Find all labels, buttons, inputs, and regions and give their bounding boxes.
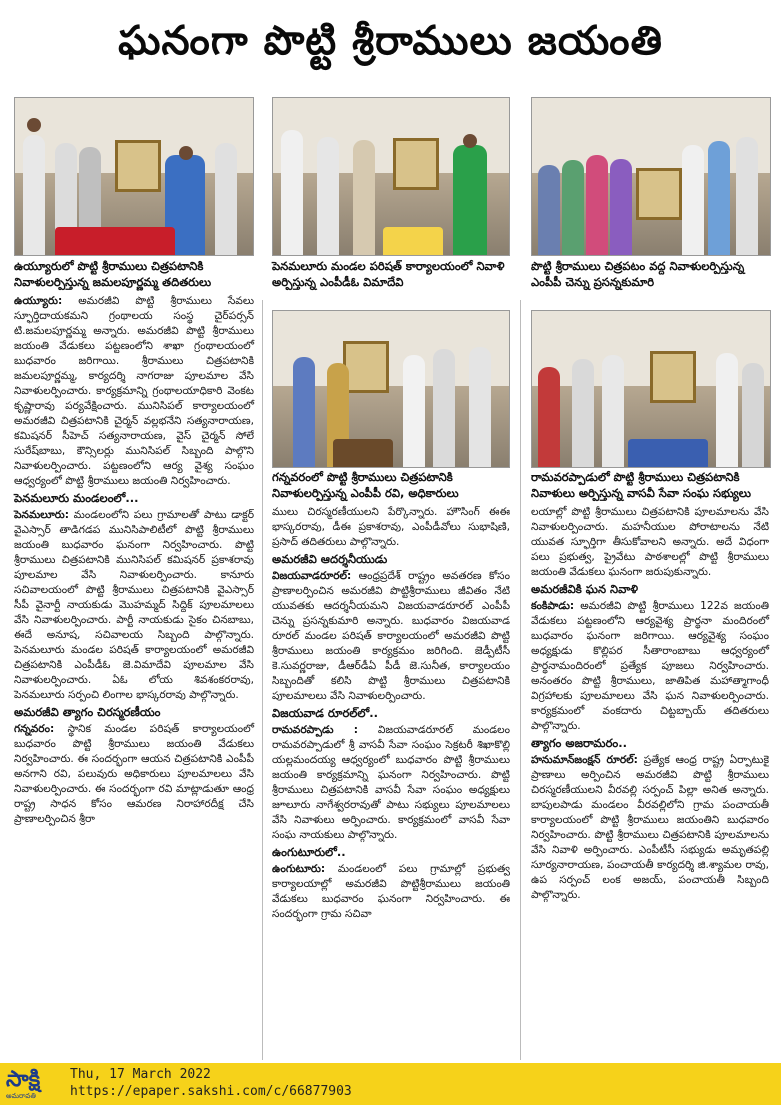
photo-penamaluru [272, 97, 510, 256]
caption-uyyuru: ఉయ్యూరులో పొట్టి శ్రీరాములు చిత్రపటానికి నివాళులర్పిస్తున్న జమలపూర్ణమ్మ తదితరులు [14, 259, 212, 289]
subheading: విజయవాడ రూరల్‌లో.. [272, 706, 378, 720]
subheading: ఉంగుటూరులో.. [272, 845, 346, 859]
dateline: ఉంగుటూరు: [272, 863, 326, 875]
paragraph: గన్నవరం: స్థానిక మండల పరిషత్ కార్యాలయంలో బుధవారం పొట్టి శ్రీరాములు జయంతి వేడుకలు నిర్వహించారు. ఈ సందర్భంగా ఆయన చిత్రపటానికి ఎంపీపీ అనగాని రవి, పలువురు అధికారులు పూలమాలలు వేసి నివాళులర్పించారు. ఈ సందర్భంగా రవి మాట్లాడుతూ ఆంధ్ర రాష్ట్ర సాధన కోసం ఆమరణ నిరాహారదీక్ష చేసి ప్రాణాలర్పించిన శ్రీరా [14, 723, 254, 825]
dateline: ఉయ్యూరు: [14, 295, 63, 307]
dateline: రామవరప్పాడు : [272, 724, 358, 736]
edition-date: Thu, 17 March 2022 [70, 1067, 211, 1082]
dateline: హనుమాన్‌జంక్షన్ రూరల్: [531, 754, 638, 766]
dateline: గన్నవరం: [14, 723, 55, 735]
article-column-3 [531, 505, 769, 903]
paragraph: ఉంగుటూరు: మండలంలో పలు గ్రామాల్లో ప్రభుత్వ కార్యాలయాల్లో అమరజీవి పొట్టిశ్రీరాములు జయంతి వేడుకలు బుధవారం ఘనంగా నిర్వహించారు. ఈ సందర్భంగా గ్రామ సచివా [272, 863, 510, 920]
caption-vijayawada-rural: పొట్టి శ్రీరాములు చిత్రపటం వద్ద నివాళులర్పిస్తున్న ఎంపీపీ చెన్ను ప్రసన్నకుమారి [531, 259, 745, 289]
caption-ramavarappadu: రామవరప్పాడులో పొట్టి శ్రీరాములు చిత్రపటానికి నివాళులు అర్పిస్తున్న వాసవీ సేవా సంఘ సభ్యులు [531, 470, 751, 500]
paragraph: పెనమలూరు: మండలంలోని పలు గ్రామాలతో పాటు డాక్టర్ వైఎస్సార్ తాడిగడప మునిసిపాలిటీలో పొట్టి శ్రీరాములు జయంతి బుధవారం ఘనంగా నిర్వహించారు. పొట్టి శ్రీరాములు చిత్రపటానికి మునిసిపల్ కమిషనర్ ప్రకాశరావు పూలమాల వేసి నివాళులర్పించారు. కానూరు సచివాలయంలో పొట్టి శ్రీరాములు చిత్రపటానికి వైఎస్సార్ సీపీ వైనార్టీ నాయకుడు మొహమ్మద్ సిద్దిక్ పూలమాలలు వేసి నివాళులర్పించారు. పార్టీ నాయకుడు సైకం చినబాబు, ఈదే అనూష, సచివాలయ సిబ్బంది పాల్గొన్నారు. పెనమలూరు మండల పరిషత్ కార్యాలయంలో అమరజీవి చిత్రపటానికి ఎంపీడీఓ జె.విమాదేవి పూలమాల వేసి నివాళులర్పించారు. ఏఓ లోయ శివశంకరరావు, పెనమలూరు సర్పంచి లింగాల భాస్కరరావు పాల్గొన్నారు. [14, 509, 254, 701]
dateline: కంకిపాడు: [531, 600, 575, 612]
dateline: పెనమలూరు: [14, 509, 69, 521]
photo-gannavaram [272, 310, 510, 468]
paragraph: విజయవాడరూరల్: ఆంధ్రప్రదేశ్ రాష్ట్రం అవతరణ కోసం ప్రాణాలర్పించిన అమరజీవి పొట్టిశ్రీరాములు జీవితం నేటి యువతకు ఆదర్శనీయమని విజయవాడరూరల్ ఎంపీపీ చెన్ను ప్రసన్నకుమారి అన్నారు. బుధవారం విజయవాడ రూరల్ మండల పరిషత్ కార్యాలయంలో అమరజీవి పొట్టి శ్రీరాములు జయంతి కార్యక్రమం జరిగింది. జెడ్పీటీసీ కె.సువర్ణరాజు, డీఆర్‌డీఏ పీడీ జె.సునీత, కార్యాలయం సిబ్బందితో కలిసి పొట్టి శ్రీరాములు చిత్రపటానికి పూలమాలలు వేసి నివాళులర్పించారు. [272, 570, 510, 702]
logo-edition: అమరావతి [6, 1092, 36, 1100]
subheading: అమరజీవి త్యాగం చిరస్మరణీయం [14, 705, 161, 719]
paragraph: లయాల్లో పొట్టి శ్రీరాములు చిత్రపటానికి పూలమాలను వేసి నివాళులర్పించారు. మహనీయుల పోరాటాలను నేటి యువత స్ఫూర్తిగా తీసుకోవాలని అన్నారు. అదే విధంగా పలు ప్రభుత్వ, ప్రైవేటు పాఠశాలల్లో పొట్టి శ్రీరాములు జయంతి వేడుకలు ఘనంగా జరుపుకున్నారు. [531, 506, 769, 578]
logo-text: సాక్షి [6, 1067, 41, 1092]
caption-gannavaram: గన్నవరంలో పొట్టి శ్రీరాములు చిత్రపటానికి నివాళులర్పిస్తున్న ఎంపీపీ రవి, అధికారులు [272, 470, 459, 500]
article-column-1 [14, 294, 254, 827]
photo-ramavarappadu [531, 310, 771, 468]
caption-penamaluru: పెనమలూరు మండల పరిషత్ కార్యాలయంలో నివాళి అర్పిస్తున్న ఎంపీడీఓ విమాదేవి [272, 259, 505, 289]
paragraph: కంకిపాడు: అమరజీవి పొట్టి శ్రీరాములు 122వ జయంతి వేడుకలు పట్టణంలోని ఆర్యవైశ్య ప్రార్థనా మందిరంలో బుధవారం ఘనంగా జరిగాయి. ఆర్యవైశ్య సంఘం అధ్యక్షుడు కొల్లిపర సీతారాంబాబు ఆధ్వర్యంలో ప్రార్థనామందిరంలో ప్రత్యేక పూజలు నిర్వహించారు. అనంతరం పొట్టి శ్రీరాములు, జాతిపిత మహాత్మాగాంధీ విగ్రహాలకు పూలమాలలు వేసి ఘన నివాళులర్పించారు. కార్యక్రమంలో వంకదారు చిట్టబ్బాయ్ తదితరులు పాల్గొన్నారు. [531, 600, 769, 732]
footer-bar [0, 1063, 781, 1105]
subheading: అమరజీవికి ఘన నివాళి [531, 582, 639, 596]
paragraph: ఉయ్యూరు: అమరజీవి పొట్టి శ్రీరాములు సేవలు స్ఫూర్తిదాయకమని గ్రంథాలయ సంస్థ చైర్‌పర్సన్ టి.జమలపూర్ణమ్మ అన్నారు. అమరజీవి పొట్టి శ్రీరాములు జయంతి వేడుకలు పట్టణంలోని శాఖా గ్రంథాలయంలో బుధవారం జరిగాయి. శ్రీరాములు చిత్రపటానికి జమలపూర్ణమ్మ, కార్యదర్శి నాగరాజు పూలమాల వేసి నివాళులర్పించారు. కార్యక్రమాన్ని గ్రంథాలయాధికారి వెంకట కృష్ణారావు పర్యవేక్షించారు. మునిసిపల్ కార్యాలయంలో అమరజీవి చిత్రపటానికి చైర్మన్ వల్లభనేని సత్యనారాయణ, కమిషనర్ సీహెచ్ సత్యనారాయణ, వైస్ చైర్మన్ సోలే సురేష్‌బాబు, కౌన్సిలర్లు మునిసిపల్ సిబ్బంది పాల్గొని నివాళులర్పించారు. పట్టణంలోని ఆర్య వైశ్య సంఘం ఆధ్వర్యంలో పొట్టి శ్రీరాములు జయంతి నిర్వహించారు. [14, 295, 254, 487]
paragraph: ములు చిరస్మరణీయులని పేర్కొన్నారు. హౌసింగ్ ఈఈ భాస్కరరావు, డీఈ ప్రకాశరావు, ఎంపీడీవోలు సుభాషిణి, ప్రసాద్ తదితరులు పాల్గొన్నారు. [272, 506, 510, 548]
headline: ఘనంగా పొట్టి శ్రీరాములు జయంతి [118, 18, 663, 64]
subheading: పెనమలూరు మండలంలో... [14, 491, 139, 505]
subheading: అమరజీవి ఆదర్శనీయుడు [272, 552, 388, 566]
epaper-link[interactable]: https://epaper.sakshi.com/c/66877903 [70, 1084, 352, 1099]
photo-uyyuru [14, 97, 254, 256]
subheading: త్యాగం అజరామరం.. [531, 736, 627, 750]
dateline: విజయవాడరూరల్: [272, 570, 352, 582]
article-column-2 [272, 505, 510, 922]
paragraph: రామవరప్పాడు : విజయవాడరూరల్ మండలం రామవరప్పాడులో శ్రీ వాసవీ సేవా సంఘం సెక్రటరీ శిఖాకొల్లి యల్లమందయ్య ఆధ్వర్యంలో బుధవారం పొట్టి శ్రీరాములు జయంతి కార్యక్రమాన్ని ఘనంగా నిర్వహించారు. పొట్టి శ్రీరాములు చిత్రపటానికి వాసవీ సేవా సంఘం అధ్యక్షులు జూలూరు నాగేశ్వరరావుతో పాటు సభ్యులు పూలమాలలు వేసి నివాళులు అర్పించారు. కార్యక్రమంలో వాసవీ సేవా సంఘ నాయకులు పాల్గొన్నారు. [272, 724, 511, 841]
sakshi-logo[interactable] [6, 1068, 58, 1102]
photo-vijayawada-rural [531, 97, 771, 256]
paragraph: హనుమాన్‌జంక్షన్ రూరల్: ప్రత్యేక ఆంధ్ర రాష్ట్ర ఏర్పాటుకై ప్రాణాలు అర్పించిన అమరజీవి పొట్టి శ్రీరాములు చిరస్మరణీయులని వీరవల్లి సర్పంచ్ పిల్లా అనిత అన్నారు. బాపులపాడు మండలం వీరవల్లిలోని గ్రామ పంచాయతీ కార్యాలయంలో పొట్టి శ్రీరాములు జయంతిని బుధవారం నిర్వహించారు. పొట్టి శ్రీరాములు చిత్రపటానికి పూలమాలను వేసి నివాళి అర్పించారు. ఎంపీటీసీ సభ్యుడు అమృతపల్లి సూర్యనారాయణ, పంచాయతీ కార్యదర్శి జి.శ్యామల రావు, ఉప సర్పంచ్ లంక అజయ్, పంచాయతీ సిబ్బంది పాల్గొన్నారు. [531, 754, 769, 901]
